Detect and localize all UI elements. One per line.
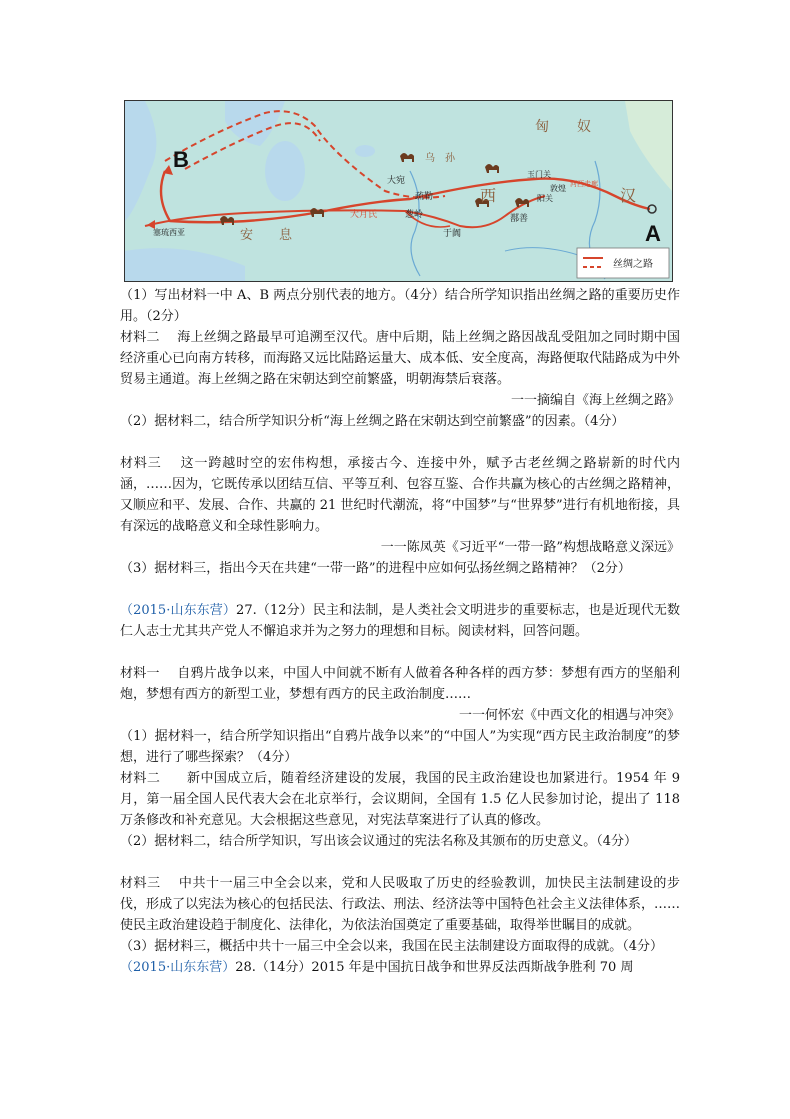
question-1: （1）写出材料一中 A、B 两点分别代表的地方。（4分）结合所学知识指出丝绸之路的重要历史作用。（2分） <box>120 288 680 324</box>
b-material-3: 材料三 中共十一届三中全会以来，党和人民吸取了历史的经验教训，加快民主法制建设的步伐，形成了以宪法为核心的包括民法、行政法、刑法、经济法等中国特色社会主义法律体系，……使民主政治建设趋于制度化、法律化，为依法治国奠定了重要基础，取得举世瞩目的成就。 <box>120 876 680 933</box>
place-xi: 西 <box>480 186 497 205</box>
problem-28-text: 28.（14分）2015 年是中国抗日战争和世界反法西斯战争胜利 70 周 <box>235 960 634 975</box>
place-wusun: 乌 孙 <box>425 153 455 164</box>
place-yangguan: 阳关 <box>537 194 553 203</box>
problem-27-source: （2015·山东东营） <box>120 603 237 618</box>
place-xiongnu: 匈 奴 <box>535 119 591 135</box>
place-shanshan: 鄯善 <box>510 214 529 224</box>
place-yutian: 于阗 <box>443 229 462 239</box>
label-a: A <box>645 221 661 246</box>
problem-28 <box>120 957 680 978</box>
label-b: B <box>173 147 189 172</box>
place-dayuan: 大宛 <box>387 176 406 186</box>
b-material-1: 材料一 自鸦片战争以来，中国人中间就不断有人做着各种各样的西方梦：梦想有西方的坚船利炮，梦想有西方的新型工业，梦想有西方的民主政治制度…… <box>120 666 680 702</box>
document-body <box>120 285 685 978</box>
problem-27 <box>120 600 680 642</box>
question-2: （2）据材料二，结合所学知识分析“海上丝绸之路在宋朝达到空前繁盛”的因素。（4分） <box>120 414 625 429</box>
material-3-source: 一一陈凤英《习近平“一带一路”构想战略意义深远》 <box>380 540 680 555</box>
silk-road-map <box>124 100 673 282</box>
place-hexi: 河西走廊 <box>570 180 598 188</box>
place-han: 汉 <box>620 186 637 205</box>
place-congling: 葱岭 <box>405 210 424 220</box>
material-2: 材料二 海上丝绸之路最早可追溯至汉代。唐中后期，陆上丝绸之路因战乱受阻加之同时期中国经济重心已向南方转移，而海路又远比陆路运量大、成本低、安全度高，海路便取代陆路成为中外贸易主通道。海上丝绸之路在宋朝达到空前繁盛，明朝海禁后衰落。 <box>120 330 680 387</box>
b-question-2: （2）据材料二，结合所学知识，写出该会议通过的宪法名称及其颁布的历史意义。（4分） <box>120 834 638 849</box>
material-3: 材料三 这一跨越时空的宏伟构想，承接古今、连接中外，赋予古老丝绸之路崭新的时代内涵，……因为，它既传承以团结互信、平等互利、包容互鉴、合作共赢为核心的古丝绸之路精神，又顺应和平、发展、合作、共赢的 21 世纪时代潮流，将“中国梦”与“世界梦”进行有机地衔接，具有深远的战略意义和全球性影响力。 <box>120 456 680 534</box>
b-question-3: （3）据材料三，概括中共十一届三中全会以来，我国在民主法制建设方面取得的成就。（4分） <box>120 939 664 954</box>
place-dayuezhi: 大月氏 <box>350 210 378 220</box>
question-3: （3）据材料三，指出今天在共建“一带一路”的进程中应如何弘扬丝绸之路精神？（2分） <box>120 561 631 576</box>
place-dunhuang: 敦煌 <box>550 184 566 193</box>
problem-27-text: 27.（12分）民主和法制，是人类社会文明进步的重要标志，也是近现代无数仁人志士尤其共产党人不懈追求并为之努力的理想和目标。阅读材料，回答问题。 <box>120 603 681 639</box>
legend-label: 丝绸之路 <box>613 259 653 270</box>
b-question-1: （1）据材料一，结合所学知识指出“自鸦片战争以来”的“中国人”为实现“西方民主政治制度”的梦想，进行了哪些探索？（4分） <box>120 729 680 765</box>
material-2-source: 一一摘编自《海上丝绸之路》 <box>510 393 680 408</box>
place-anxi: 安 息 <box>240 228 293 243</box>
place-yumenguan: 玉门关 <box>527 170 551 179</box>
problem-28-source: （2015·山东东营） <box>120 960 236 975</box>
b-material-1-source: 一一何怀宏《中西文化的相遇与冲突》 <box>458 708 680 723</box>
b-material-2: 材料二 新中国成立后，随着经济建设的发展，我国的民主政治建设也加紧进行。1954 年 9 月，第一届全国人民代表大会在北京举行，会议期间，全国有 1.5 亿人民参加讨论，提出了 118 万条修改和补充意见。大会根据这些意见，对宪法草案进行了认真的修改。 <box>120 771 685 828</box>
place-syria: 塞琉西亚 <box>153 228 185 237</box>
place-shule: 疏勒 <box>415 192 434 202</box>
